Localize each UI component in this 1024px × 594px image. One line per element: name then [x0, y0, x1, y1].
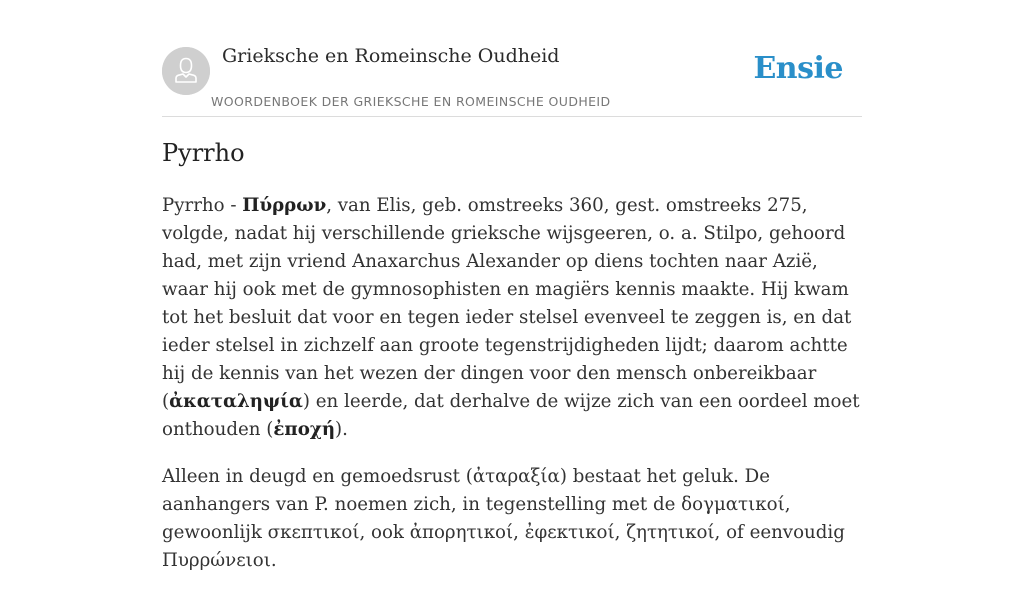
avatar[interactable] — [162, 47, 210, 95]
greek-term-bold: ἀκαταληψία — [169, 391, 303, 412]
greek-term-bold: Πύρρων — [242, 195, 327, 216]
user-icon — [162, 47, 210, 95]
content-container — [162, 0, 862, 571]
page-title: Pyrrho — [162, 139, 245, 167]
paragraph-text: , van Elis, geb. omstreeks 360, gest. omstreeks 275, volgde, nadat hij verschillende grieksche wijsgeeren, o. a. Stilpo, gehoord had, met zijn vriend Anaxarchus Alexander op diens tochten naar Azië, waar hij ook met de gymnosophisten en magiërs kennis maakte. Hij kwam tot het besluit dat voor en tegen ieder stelsel evenveel te zeggen is, en dat ieder stelsel in zichzelf aan groote tegenstrijdigheden lijdt; daarom achtte hij de kennis van het wezen der dingen voor den mensch onbereikbaar ( — [162, 195, 852, 412]
brand-logo-link[interactable]: Ensie — [753, 51, 843, 86]
paragraph-text: ) en leerde, dat derhalve de wijze zich van een oordeel moet onthouden ( — [162, 391, 860, 440]
article-paragraph-1 — [162, 192, 862, 444]
article-body — [162, 192, 862, 594]
site-subtitle: WOORDENBOEK DER GRIEKSCHE EN ROMEINSCHE OUDHEID — [211, 94, 611, 109]
site-header — [162, 0, 862, 117]
article-paragraph-2: Alleen in deugd en gemoedsrust (ἀταραξία) bestaat het geluk. De aanhangers van P. noemen zich, in tegenstelling met de δογματικοί, gewoonlijk σκεπτικοί, ook ἀπορητικοί, ἐφεκτικοί, ζητητικοί, of eenvoudig Πυρρώνειοι. — [162, 466, 845, 571]
greek-term-bold: ἐποχή — [273, 419, 336, 440]
site-title-link[interactable]: Grieksche en Romeinsche Oudheid — [222, 45, 560, 67]
paragraph-text: ). — [335, 419, 348, 440]
paragraph-text: Pyrrho - — [162, 195, 243, 216]
